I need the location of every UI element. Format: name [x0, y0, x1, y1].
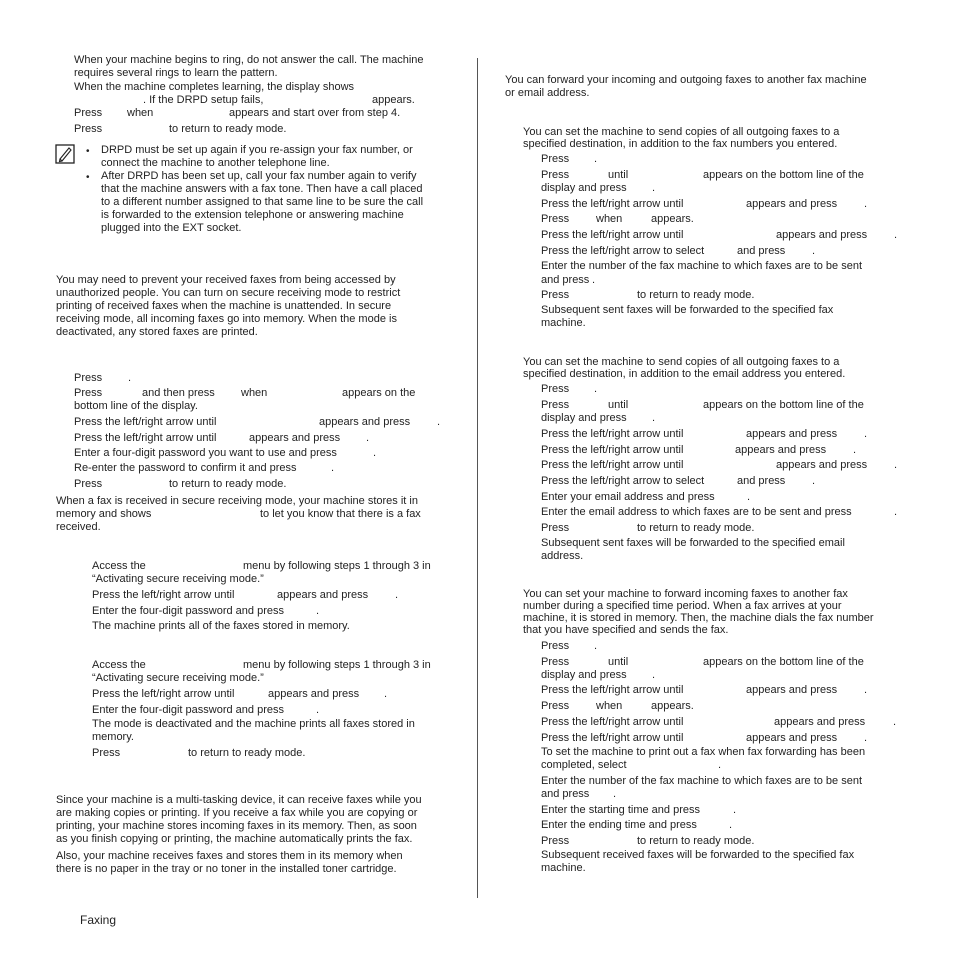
- step-text: to return to ready mode.: [188, 747, 306, 759]
- step-text: .: [864, 732, 868, 744]
- step-text: Enter the number of the fax machine to which faxes are to be sent: [541, 260, 863, 272]
- note-line: DRPD must be set up again if you re-assign your fax number, or: [101, 144, 413, 156]
- step-text: appears and press: [268, 688, 360, 700]
- paragraph-line: received.: [56, 521, 101, 533]
- footer-section-label: Faxing: [80, 913, 117, 927]
- step-text: .: [812, 475, 816, 487]
- note-line: is forwarded to the extension telephone or answering machine: [101, 209, 404, 221]
- step-text: To set the machine to print out a fax when fax forwarding has been: [541, 746, 866, 758]
- step-text: .: [853, 444, 857, 456]
- step-text: display and press: [541, 182, 627, 194]
- step-text: .: [652, 182, 656, 194]
- step-text: Press: [541, 289, 570, 301]
- step-text: Press the left/right arrow until: [541, 459, 684, 471]
- step-text: Press the left/right arrow until: [541, 732, 684, 744]
- paragraph-line: as you finish copying or printing, the machine automatically prints the fax.: [56, 833, 413, 845]
- paragraph-line: Also, your machine receives faxes and stores them in its memory when: [56, 850, 403, 862]
- step-text: Enter the four-digit password and press: [92, 605, 284, 617]
- step-text: Press the left/right arrow until: [541, 428, 684, 440]
- step-text: appears and press: [735, 444, 827, 456]
- step-text: .: [894, 229, 898, 241]
- step-text: and press: [541, 274, 590, 286]
- paragraph-line: printing of received faxes when the machine is unattended. In secure: [56, 300, 392, 312]
- paragraph-line: printing, your machine stores incoming faxes in its memory. Then, as soon: [56, 820, 417, 832]
- step-text: appears on the bottom line of the: [703, 169, 864, 181]
- step-text: .: [613, 788, 617, 800]
- step-text: .: [747, 491, 751, 503]
- step-text: Subsequent sent faxes will be forwarded to the specified fax: [541, 304, 834, 316]
- step-text: Press: [74, 372, 103, 384]
- step-text: Press: [541, 399, 570, 411]
- step-text: The machine prints all of the faxes stored in memory.: [92, 620, 350, 632]
- step-text: Press the left/right arrow until: [541, 198, 684, 210]
- step-text: and press: [737, 475, 786, 487]
- step-text: .: [864, 198, 868, 210]
- step-text: .: [594, 640, 598, 652]
- step-text: “Activating secure receiving mode.”: [92, 573, 264, 585]
- step-text: Access the: [92, 659, 146, 671]
- step-text: appears and press: [746, 684, 838, 696]
- step-text: Access the: [92, 560, 146, 572]
- step-text: Press the left/right arrow until: [541, 444, 684, 456]
- step-text: Press the left/right arrow until: [92, 589, 235, 601]
- paragraph-line: You can forward your incoming and outgoing faxes to another fax machine: [505, 74, 867, 86]
- step-text: appears and press: [277, 589, 369, 601]
- step-text: display and press: [541, 669, 627, 681]
- step-text: .: [812, 245, 816, 257]
- step-text: .: [893, 716, 897, 728]
- step-text: .: [437, 416, 441, 428]
- drpd-step-line: appears and start over from step 4.: [229, 107, 401, 119]
- step-text: appears and press: [249, 432, 341, 444]
- step-text: Press the left/right arrow to select: [541, 245, 705, 257]
- step-text: and press: [541, 788, 590, 800]
- step-text: .: [652, 669, 656, 681]
- paragraph-line: or email address.: [505, 87, 590, 99]
- paragraph-line: specified destination, in addition to the fax numbers you entered.: [523, 138, 838, 150]
- step-text: when: [596, 700, 623, 712]
- note-icon: [55, 144, 75, 164]
- step-text: .: [395, 589, 399, 601]
- step-text: menu by following steps 1 through 3 in: [243, 659, 431, 671]
- drpd-step-line: when: [127, 107, 154, 119]
- step-text: Press: [541, 383, 570, 395]
- step-text: appears and press: [776, 459, 868, 471]
- step-text: .: [652, 412, 656, 424]
- step-text: Enter a four-digit password you want to use and press: [74, 447, 337, 459]
- step-text: Press the left/right arrow until: [74, 416, 217, 428]
- step-text: until: [608, 399, 629, 411]
- paragraph-line: You can set the machine to send copies of all outgoing faxes to a: [523, 356, 840, 368]
- step-text: Press: [541, 153, 570, 165]
- step-text: machine.: [541, 317, 586, 329]
- step-text: Enter the email address to which faxes are to be sent and press: [541, 506, 852, 518]
- step-text: appears on the bottom line of the: [703, 656, 864, 668]
- step-text: appears.: [651, 213, 694, 225]
- drpd-step-line: When the machine completes learning, the display shows: [74, 81, 355, 93]
- step-text: appears and press: [746, 428, 838, 440]
- step-text: Press the left/right arrow to select: [541, 475, 705, 487]
- step-text: .: [384, 688, 388, 700]
- drpd-step-line: Press: [74, 107, 103, 119]
- step-text: Press the left/right arrow until: [541, 229, 684, 241]
- step-text: menu by following steps 1 through 3 in: [243, 560, 431, 572]
- step-text: .: [594, 153, 598, 165]
- paragraph-line: You can set your machine to forward incoming faxes to another fax: [523, 588, 848, 600]
- note-line: plugged into the EXT socket.: [101, 222, 242, 234]
- paragraph-line: to let you know that there is a fax: [260, 508, 421, 520]
- step-text: .: [718, 759, 722, 771]
- note-line: After DRPD has been set up, call your fax number again to verify: [101, 170, 417, 182]
- step-text: appears and press: [319, 416, 411, 428]
- step-text: appears and press: [774, 716, 866, 728]
- drpd-step-line: to return to ready mode.: [169, 123, 287, 135]
- step-text: display and press: [541, 412, 627, 424]
- paragraph-line: machine, it is stored in memory. Then, the machine dials the fax number: [523, 612, 874, 624]
- step-text: .: [894, 506, 898, 518]
- drpd-step-line: appears.: [372, 94, 415, 106]
- step-text: Enter your email address and press: [541, 491, 715, 503]
- step-text: to return to ready mode.: [637, 289, 755, 301]
- paragraph-line: Since your machine is a multi-tasking device, it can receive faxes while you: [56, 794, 422, 806]
- paragraph-line: unauthorized people. You can turn on secure receiving mode to restrict: [56, 287, 401, 299]
- step-text: Subsequent received faxes will be forwarded to the specified fax: [541, 849, 855, 861]
- step-text: appears.: [651, 700, 694, 712]
- step-text: when: [241, 387, 268, 399]
- step-text: bottom line of the display.: [74, 400, 198, 412]
- step-text: to return to ready mode.: [169, 478, 287, 490]
- step-text: Press: [74, 387, 103, 399]
- step-text: .: [366, 432, 370, 444]
- step-text: “Activating secure receiving mode.”: [92, 672, 264, 684]
- step-text: .: [128, 372, 132, 384]
- step-text: Enter the starting time and press: [541, 804, 700, 816]
- step-text: and then press: [142, 387, 215, 399]
- drpd-step-line: Press: [74, 123, 103, 135]
- paragraph-line: memory and shows: [56, 508, 152, 520]
- column-divider: [477, 58, 478, 898]
- step-text: Subsequent sent faxes will be forwarded to the specified email: [541, 537, 845, 549]
- step-text: until: [608, 169, 629, 181]
- step-text: Enter the number of the fax machine to which faxes are to be sent: [541, 775, 863, 787]
- drpd-step-line: When your machine begins to ring, do not answer the call. The machine: [74, 54, 424, 66]
- paragraph-line: receiving mode, all incoming faxes go into memory. When the mode is: [56, 313, 397, 325]
- step-text: .: [894, 459, 898, 471]
- step-text: Press the left/right arrow until: [74, 432, 217, 444]
- step-text: to return to ready mode.: [637, 835, 755, 847]
- step-text: .: [592, 274, 596, 286]
- paragraph-line: You may need to prevent your received faxes from being accessed by: [56, 274, 396, 286]
- step-text: The mode is deactivated and the machine prints all faxes stored in: [92, 718, 415, 730]
- step-text: Press: [74, 478, 103, 490]
- paragraph-line: When a fax is received in secure receiving mode, your machine stores it in: [56, 495, 418, 507]
- step-text: Enter the ending time and press: [541, 819, 697, 831]
- step-text: .: [594, 383, 598, 395]
- step-text: to return to ready mode.: [637, 522, 755, 534]
- step-text: .: [733, 804, 737, 816]
- step-text: .: [864, 428, 868, 440]
- step-text: appears and press: [776, 229, 868, 241]
- bullet-icon: •: [86, 172, 90, 183]
- step-text: Press: [92, 747, 121, 759]
- step-text: when: [596, 213, 623, 225]
- paragraph-line: that you have specified and sends the fax.: [523, 624, 729, 636]
- step-text: Press the left/right arrow until: [541, 716, 684, 728]
- paragraph-line: are making copies or printing. If you receive a fax while you are copying or: [56, 807, 418, 819]
- step-text: appears and press: [746, 198, 838, 210]
- step-text: Press: [541, 169, 570, 181]
- step-text: memory.: [92, 731, 134, 743]
- step-text: Press the left/right arrow until: [92, 688, 235, 700]
- step-text: and press: [737, 245, 786, 257]
- step-text: Press the left/right arrow until: [541, 684, 684, 696]
- paragraph-line: specified destination, in addition to the email address you entered.: [523, 368, 846, 380]
- paragraph-line: there is no paper in the tray or no toner in the installed toner cartridge.: [56, 863, 397, 875]
- step-text: Press: [541, 656, 570, 668]
- note-line: that the machine answers with a fax tone. Then have a call placed: [101, 183, 423, 195]
- paragraph-line: number during a specified time period. When a fax arrives at your: [523, 600, 842, 612]
- step-text: appears on the: [342, 387, 416, 399]
- step-text: Press: [541, 522, 570, 534]
- step-text: Enter the four-digit password and press: [92, 704, 284, 716]
- step-text: .: [316, 704, 320, 716]
- bullet-icon: •: [86, 146, 90, 157]
- step-text: Press: [541, 640, 570, 652]
- drpd-step-line: . If the DRPD setup fails,: [143, 94, 264, 106]
- step-text: machine.: [541, 862, 586, 874]
- step-text: completed, select: [541, 759, 627, 771]
- step-text: address.: [541, 550, 584, 562]
- step-text: appears on the bottom line of the: [703, 399, 864, 411]
- step-text: Press: [541, 213, 570, 225]
- step-text: .: [864, 684, 868, 696]
- note-line: to a different number assigned to that same line to be sure the call: [101, 196, 424, 208]
- step-text: Re-enter the password to confirm it and press: [74, 462, 297, 474]
- step-text: appears and press: [746, 732, 838, 744]
- step-text: .: [729, 819, 733, 831]
- paragraph-line: You can set the machine to send copies of all outgoing faxes to a: [523, 126, 840, 138]
- step-text: .: [331, 462, 335, 474]
- step-text: .: [373, 447, 377, 459]
- step-text: Press: [541, 700, 570, 712]
- step-text: .: [316, 605, 320, 617]
- step-text: until: [608, 656, 629, 668]
- step-text: Press: [541, 835, 570, 847]
- note-line: connect the machine to another telephone line.: [101, 157, 330, 169]
- paragraph-line: deactivated, any stored faxes are printed.: [56, 326, 258, 338]
- drpd-step-line: requires several rings to learn the pattern.: [74, 67, 278, 79]
